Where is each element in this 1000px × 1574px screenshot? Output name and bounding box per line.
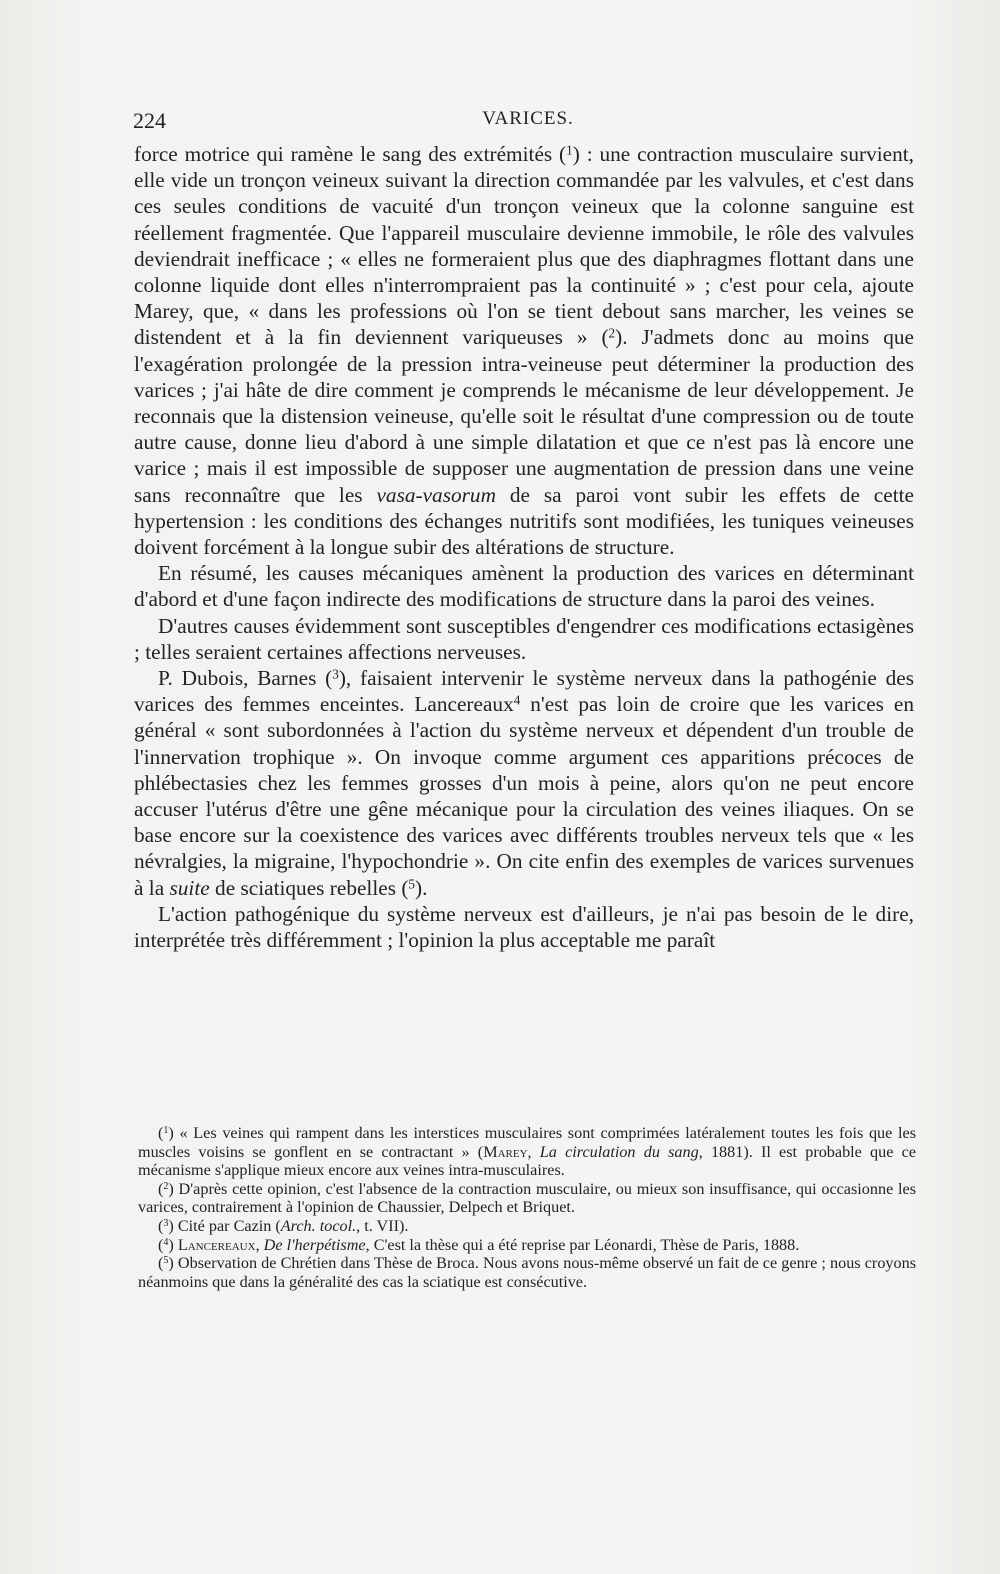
text-run: Cité par Cazin ( (173, 1216, 281, 1235)
footnote-5: ($^5$) Observation de Chrétien dans Thèse de Broca. Nous avons nous-même observé un fait de ce genre ; nous croyons néanmoins que dans la généralité des cas la sciatique est consécutive. (138, 1254, 916, 1291)
italic-term: suite (169, 875, 210, 900)
page-number: 224 (133, 108, 166, 133)
author-name: Marey (483, 1142, 528, 1161)
text-run: Observation de Chrétien dans Thèse de Broca. Nous avons nous-même observé un fait de ce genre ; nous croyons néanmoins que dans la généralité des cas la sciatique est consécutive. (138, 1254, 916, 1291)
footnote-ref-2: 2 (608, 325, 616, 341)
footnote-number: 2 (163, 1180, 169, 1192)
footnote-1: ($^1$) « Les veines qui rampent dans les interstices musculaires sont comprimées latéralement toutes les fois que les muscles voisins se gonflent en se contractant » (Marey, La circulation du sang, 1881). Il est probable que ce mécanisme s'applique mieux encore aux veines intra-musculaires. (138, 1124, 916, 1180)
text-run: ) : une contraction musculaire survient, elle vide un tronçon veineux suivant la direction commandée par les valvules, et c'est dans ces seules conditions de vacuité d'un tronçon veineux que la colonne sanguine est réellement fragmentée. Que l'appareil musculaire devienne immobile, le rôle des valvules deviendrait inefficace ; « elles ne formeraient plus que des diaphragmes flottant dans une colonne liquide dont elles n'interrompraient pas la continuité » ; c'est pour cela, ajoute Marey, que, « dans les professions où l'on se tient debout sans marcher, les veines se distendent et à la fin deviennent variqueuses » ( (134, 142, 914, 350)
paragraph-1 (134, 141, 914, 560)
footnote-number: 5 (163, 1255, 169, 1267)
footnote-ref-4: 4 (513, 692, 521, 708)
footnote-number: 4 (163, 1236, 169, 1248)
text-run: de sciatiques rebelles ( (209, 875, 409, 900)
text-run: P. Dubois, Barnes ( (158, 666, 333, 691)
running-head (133, 108, 923, 138)
paragraph-5: L'action pathogénique du système nerveux est d'ailleurs, je n'ai pas besoin de le dire, interprétée très différemment ; l'opinion la plus acceptable me paraît (134, 901, 914, 953)
footnote-4: ($^4$) Lancereaux, De l'herpétisme, C'est la thèse qui a été reprise par Léonardi, Thèse de Paris, 1888. (158, 1235, 800, 1254)
text-run: n'est pas loin de croire que les varices en général « sont subordonnées à l'action du système nerveux et dépendent d'un trouble de l'innervation trophique ». On invoque comme argument ces apparitions précoces de phlébectasies chez les femmes grosses d'un mois à peine, alors qu'on ne peut encore accuser l'utérus d'être une gêne mécanique pour la circulation des veines iliaques. On se base encore sur la coexistence des varices avec différents troubles nerveux tels que « les névralgies, la migraine, l'hypochondrie ». On cite enfin des exemples de varices survenues à la (134, 692, 914, 900)
work-title: La circulation du sang (539, 1142, 699, 1161)
footnote-ref-3: 3 (332, 666, 339, 682)
italic-term: vasa-vasorum (376, 482, 496, 507)
body-text (134, 141, 914, 953)
footnote-number: 1 (163, 1124, 169, 1136)
text-run: force motrice qui ramène le sang des extrémités ( (134, 142, 567, 166)
paragraph-2: En résumé, les causes mécaniques amènent la production des varices en déterminant d'abord et d'une façon indirecte des modifications de structure dans la paroi des veines. (134, 561, 914, 612)
text-run: , C'est la thèse qui a été reprise par Léonardi, Thèse de Paris, 1888. (365, 1235, 800, 1254)
text-run: , 1881). Il est probable que ce mécanisme s'applique mieux encore aux veines intra-musculaires. (138, 1142, 916, 1180)
footnote-number: 3 (163, 1217, 169, 1229)
author-name: Lancereaux (177, 1235, 256, 1254)
footnote-ref-5: 5 (408, 876, 416, 892)
text-run: , (255, 1235, 264, 1254)
text-run: , (527, 1142, 540, 1161)
paragraph-4 (134, 665, 914, 901)
text-run: ). J'admets donc au moins que l'exagération prolongée de la pression intra-veineuse peut déterminer la production des varices ; j'ai hâte de dire comment je comprends le mécanisme de leur développement. Je reconnais que la distension veineuse, qu'elle soit le résultat d'une compression ou de toute autre cause, donne lieu d'abord à une simple dilatation et que ce n'est pas là encore une varice ; mais il est impossible de supposer une augmentation de pression dans une veine sans reconnaître que les (134, 325, 914, 507)
text-run: de sa paroi vont subir les effets de cette hypertension : les conditions des échanges nutritifs sont modifiées, les tuniques veineuses doivent forcément à la longue subir des altérations de structure. (134, 482, 914, 560)
footnote-3: ($^3$) Cité par Cazin (Arch. tocol., t. VII). (158, 1216, 409, 1235)
work-title: De l'herpétisme (263, 1235, 366, 1254)
text-run: ). (415, 875, 428, 900)
text-run: ), faisaient intervenir le système nerveux dans la pathogénie des varices des femmes enceintes. Lancereaux (134, 666, 914, 717)
work-title: Arch. tocol. (280, 1216, 357, 1235)
text-run: , t. VII). (356, 1216, 409, 1235)
footnote-2: ($^2$) D'après cette opinion, c'est l'absence de la contraction musculaire, ou mieux son insuffisance, qui occasionne les varices, contrairement à l'opinion de Chaussier, Delpech et Briquet. (138, 1179, 916, 1217)
text-run: « Les veines qui rampent dans les interstices musculaires sont comprimées latéralement toutes les fois que les muscles voisins se gonflent en se contractant » ( (138, 1124, 916, 1161)
footnote-ref-1: 1 (566, 142, 573, 158)
running-title: VARICES. (482, 108, 574, 129)
text-run: D'après cette opinion, c'est l'absence de la contraction musculaire, ou mieux son insuffisance, qui occasionne les varices, contrairement à l'opinion de Chaussier, Delpech et Briquet. (138, 1179, 916, 1217)
footnotes (138, 1124, 916, 1291)
paragraph-3: D'autres causes évidemment sont susceptibles d'engendrer ces modifications ectasigènes ; telles seraient certaines affections nerveuses. (134, 613, 914, 664)
